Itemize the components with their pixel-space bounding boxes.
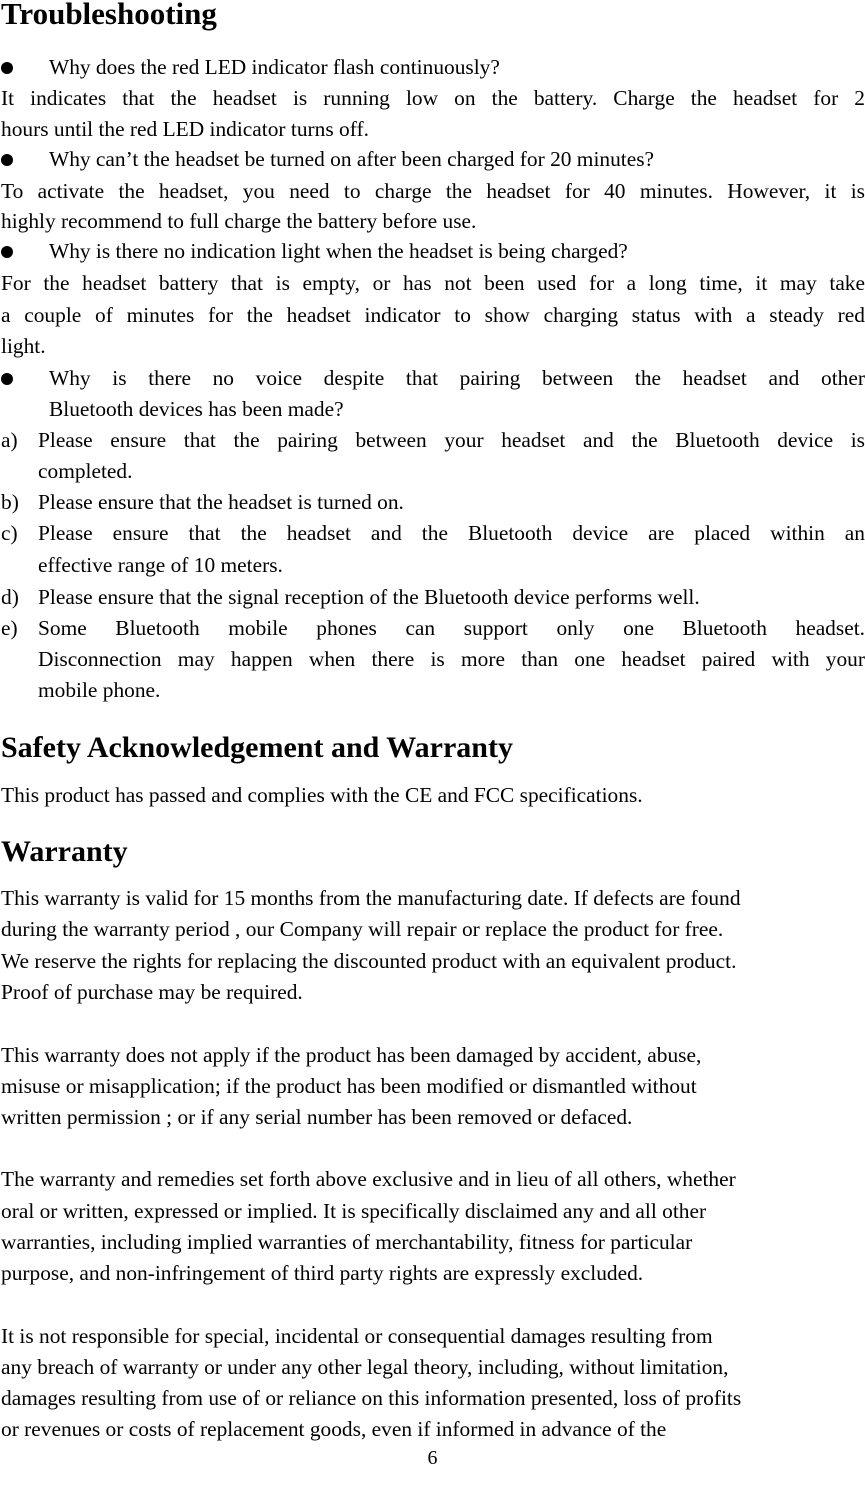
list-item-b: Please ensure that the headset is turned on. [38,490,404,514]
list-marker: e) [1,616,18,640]
safety-heading: Safety Acknowledgement and Warranty [1,731,513,764]
troubleshooting-heading: Troubleshooting [1,0,217,31]
list-item-d: Please ensure that the signal reception of the Bluetooth device performs well. [38,585,700,609]
warranty-p4-line-4: or revenues or costs of replacement goods, even if informed in advance of the [1,1417,667,1441]
list-item-a-line-1: Please ensure that the pairing between your headset and the Bluetooth device is [38,428,865,452]
warranty-p4-line-3: damages resulting from use of or reliance on this information presented, loss of profits [1,1386,742,1410]
list-marker: a) [1,428,18,452]
warranty-heading: Warranty [1,835,128,868]
answer-1-line-2: hours until the red LED indicator turns off. [1,117,369,141]
page-number: 6 [427,1447,438,1469]
question-3: Why is there no indication light when the headset is being charged? [49,239,628,263]
answer-3-line-2: a couple of minutes for the headset indicator to show charging status with a steady red [1,303,865,327]
warranty-p1-line-4: Proof of purchase may be required. [1,980,303,1004]
bullet-icon [1,363,13,394]
warranty-p3-line-4: purpose, and non-infringement of third party rights are expressly excluded. [1,1261,644,1285]
answer-2-line-1: To activate the headset, you need to charge the headset for 40 minutes. However, it is [1,179,865,203]
bullet-icon [1,236,13,267]
answer-1-line-1: It indicates that the headset is running low on the battery. Charge the headset for 2 [1,86,865,110]
list-item-e-line-2: Disconnection may happen when there is more than one headset paired with your [38,647,865,671]
list-item-c-line-1: Please ensure that the headset and the Bluetooth device are placed within an [38,521,865,545]
list-marker: d) [1,585,19,609]
warranty-p4-line-1: It is not responsible for special, incidental or consequential damages resulting from [1,1324,713,1348]
list-item-e-line-1: Some Bluetooth mobile phones can support only one Bluetooth headset. [38,616,865,640]
question-1: Why does the red LED indicator flash continuously? [49,55,500,79]
answer-3-line-1: For the headset battery that is empty, or has not been used for a long time, it may take [1,271,865,295]
warranty-p2-line-2: misuse or misapplication; if the product has been modified or dismantled without [1,1074,697,1098]
question-4-line-2: Bluetooth devices has been made? [49,397,344,421]
list-marker: c) [1,521,18,545]
warranty-p1-line-2: during the warranty period , our Company will repair or replace the product for free. [1,917,724,941]
warranty-p3-line-2: oral or written, expressed or implied. It is specifically disclaimed any and all other [1,1199,707,1223]
warranty-p2-line-3: written permission ; or if any serial number has been removed or defaced. [1,1105,633,1129]
question-2: Why can’t the headset be turned on after been charged for 20 minutes? [49,147,655,171]
warranty-p1-line-3: We reserve the rights for replacing the discounted product with an equivalent product. [1,949,737,973]
answer-2-line-2: highly recommend to full charge the battery before use. [1,209,477,233]
warranty-p3-line-3: warranties, including implied warranties of merchantability, fitness for particular [1,1230,693,1254]
warranty-p3-line-1: The warranty and remedies set forth above exclusive and in lieu of all others, whether [1,1167,736,1191]
answer-3-line-3: light. [1,334,46,358]
safety-text: This product has passed and complies with the CE and FCC specifications. [1,783,643,807]
warranty-p2-line-1: This warranty does not apply if the product has been damaged by accident, abuse, [1,1043,702,1067]
bullet-icon [1,144,13,175]
list-item-e-line-3: mobile phone. [38,678,161,702]
bullet-icon [1,52,13,83]
list-item-a-line-2: completed. [38,459,133,483]
list-marker: b) [1,490,19,514]
list-item-c-line-2: effective range of 10 meters. [38,553,283,577]
question-4-line-1: Why is there no voice despite that pairing between the headset and other [49,366,865,390]
warranty-p4-line-2: any breach of warranty or under any other legal theory, including, without limitation, [1,1355,729,1379]
warranty-p1-line-1: This warranty is valid for 15 months from the manufacturing date. If defects are found [1,886,741,910]
